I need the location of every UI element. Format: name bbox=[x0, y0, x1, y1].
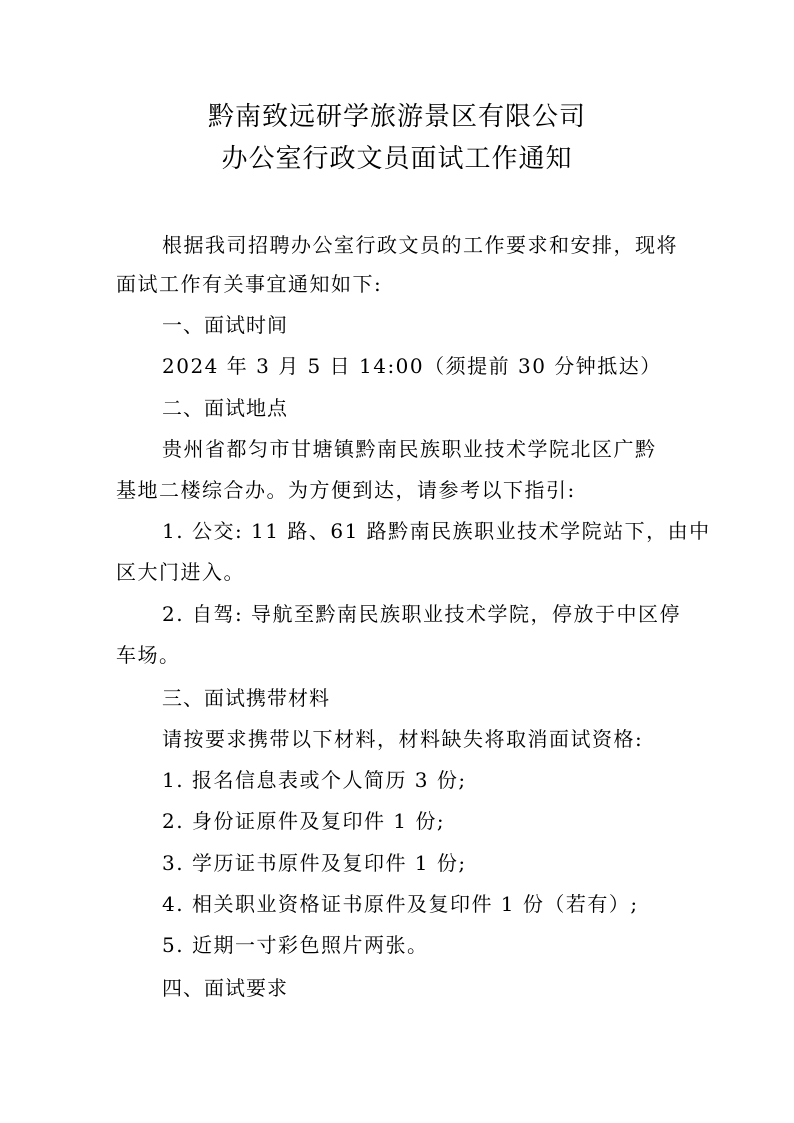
section-heading-interview-requirements: 四、面试要求 bbox=[162, 976, 288, 1000]
materials-list-item: 2. 身份证原件及复印件 1 份; bbox=[162, 809, 446, 833]
bus-directions-line1: 1. 公交: 11 路、61 路黔南民族职业技术学院站下，由中 bbox=[162, 519, 711, 543]
driving-directions-line1: 2. 自驾: 导航至黔南民族职业技术学院，停放于中区停 bbox=[162, 602, 682, 626]
interview-time-text: 2024 年 3 月 5 日 14:00（须提前 30 分钟抵达） bbox=[162, 354, 662, 378]
materials-intro-text: 请按要求携带以下材料，材料缺失将取消面试资格: bbox=[162, 727, 644, 751]
materials-list-item: 3. 学历证书原件及复印件 1 份; bbox=[162, 851, 467, 875]
section-heading-interview-time: 一、面试时间 bbox=[162, 313, 288, 337]
materials-list-item: 4. 相关职业资格证书原件及复印件 1 份（若有）; bbox=[162, 892, 639, 916]
document-title-line1: 黔南致远研学旅游景区有限公司 bbox=[207, 102, 586, 132]
driving-directions-line2: 车场。 bbox=[116, 643, 181, 667]
intro-paragraph-line1: 根据我司招聘办公室行政文员的工作要求和安排，现将 bbox=[162, 233, 678, 257]
location-text-line2: 基地二楼综合办。为方便到达，请参考以下指引: bbox=[116, 478, 576, 502]
document-title-line2: 办公室行政文员面试工作通知 bbox=[221, 144, 573, 174]
materials-list-item: 1. 报名信息表或个人简历 3 份; bbox=[162, 768, 467, 792]
section-heading-materials: 三、面试携带材料 bbox=[162, 686, 330, 710]
section-heading-interview-location: 二、面试地点 bbox=[162, 396, 288, 420]
bus-directions-line2: 区大门进入。 bbox=[116, 560, 245, 584]
intro-paragraph-line2: 面试工作有关事宜通知如下: bbox=[116, 272, 383, 296]
materials-list-item: 5. 近期一寸彩色照片两张。 bbox=[162, 933, 429, 957]
location-text-line1: 贵州省都匀市甘塘镇黔南民族职业技术学院北区广黔 bbox=[162, 437, 657, 461]
